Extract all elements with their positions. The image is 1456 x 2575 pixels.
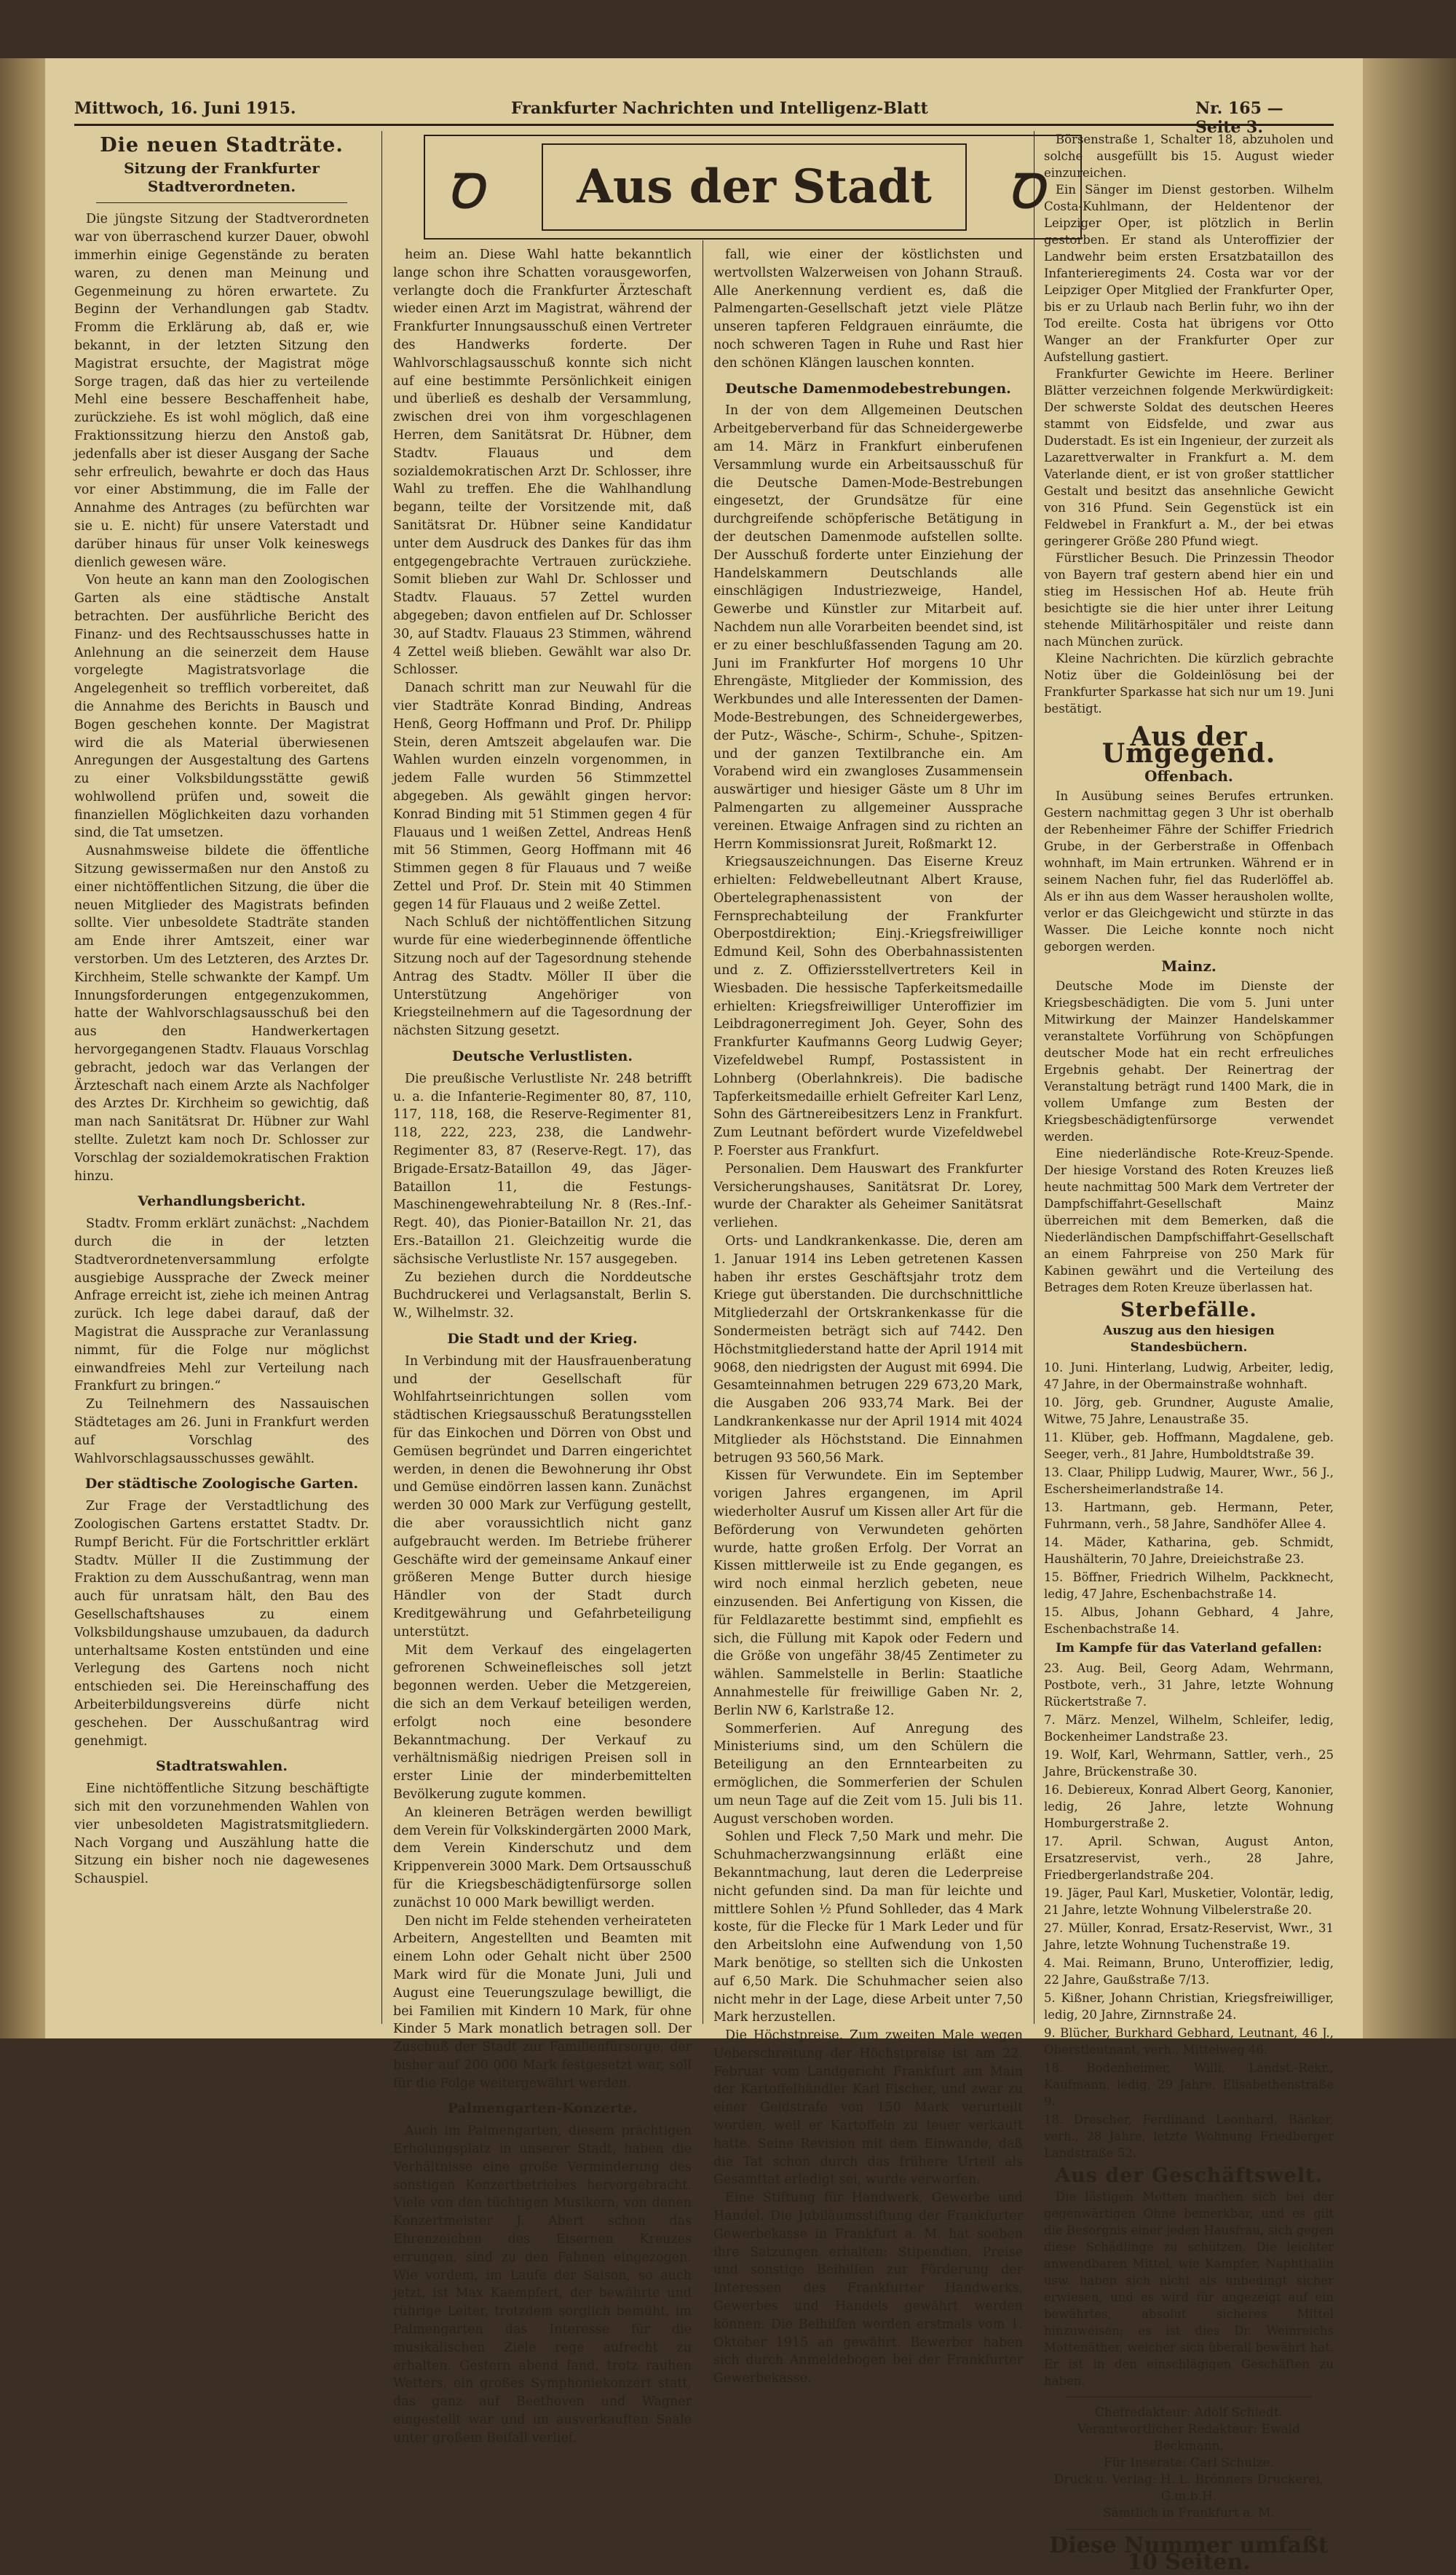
newspaper-page: [45, 58, 1363, 2575]
running-header: [74, 95, 1334, 137]
list-item: 4. Mai. Reimann, Bruno, Unteroffizier, ledig, 22 Jahre, Gaußstraße 7/13.: [1044, 1956, 1334, 1987]
list-item: 16. Debiereux, Konrad Albert Georg, Kanonier, ledig, 26 Jahre, letzte Wohnung Homburgerstraße 2.: [1044, 1783, 1334, 1830]
list-item: 13. Claar, Philipp Ludwig, Maurer, Wwr., 56 J., Eschersheimerlandstraße 14.: [1044, 1466, 1334, 1496]
column-3: [713, 246, 1023, 2386]
imprint-line: Sämtlich in Frankfurt a. M.: [1103, 2506, 1275, 2520]
list-item: 10. Jörg, geb. Grundner, Auguste Amalie, Witwe, 75 Jahre, Lenaustraße 35.: [1044, 1396, 1334, 1426]
death-list: [1044, 1359, 1334, 1637]
list-item: 18. Drescher, Ferdinand Leonhard, Bäcker, verh., 28 Jahre, letzte Wohnung Friedberger Landstraße 52.: [1044, 2113, 1334, 2160]
section-heading: Sterbefälle.: [1120, 1299, 1257, 1321]
list-item: 17. April. Schwan, August Anton, Ersatzreservist, verh., 28 Jahre, Friedbergerlandstraße 204.: [1044, 1835, 1334, 1882]
ornament-left-icon: Ꝺ: [447, 165, 483, 219]
paragraph: Nach Schluß der nichtöffentlichen Sitzung wurde für eine wiederbeginnende öffentliche Sitzung noch auf der Tagesordnung stehende Antrag des Stadtv. Möller II über die Unterstützung Angehöriger von Kriegsteilnehmern auf die Tagesordnung der nächsten Sitzung gesetzt.: [393, 915, 692, 1039]
fallen-heading: Im Kampfe für das Vaterland gefallen:: [1056, 1641, 1322, 1656]
imprint: [1044, 2405, 1334, 2522]
paragraph: In der von dem Allgemeinen Deutschen Arbeitgeberverband für das Schneidergewerbe am 14. März in Frankfurt einberufenen Versammlung wurde ein Arbeitsausschuß für die Deutsche Damen-Mode-Bestrebungen eingesetzt, der Grundsätze für eine durchgreifende schöpferische Betätigung in der deutschen Damenmode aufstellen sollte. Der Ausschuß forderte unter Einziehung der Handelskammern Deutschlands alle einschlägigen Industriezweige, Handel, Gewerbe und Künstler zur Mitarbeit auf. Nachdem nun alle Vorarbeiten beendet sind, ist er zu einer beschlußfassenden Tagung am 20. Juni im Frankfurter Hof morgens 10 Uhr Ehrengäste, Mitglieder der Kommission, des Werkbundes und alle Interessenten der Damen-Mode-Bestrebungen, des Schneidergewerbes, der Putz-, Wäsche-, Schirm-, Schuhe-, Spitzen- und der ganzen Textilbranche ein. Am Vorabend wird ein zwangloses Zusammensein auswärtiger und hiesiger Gäste um 8 Uhr im Palmengarten zu allgemeiner Aussprache vereinen. Etwaige Anfragen sind zu richten an Herrn Kommissionsrat Jureit, Roßmarkt 12.: [713, 403, 1023, 852]
imprint-line: Verantwortlicher Redakteur: Ewald Beckmann.: [1077, 2422, 1301, 2453]
header-rule: [74, 124, 1334, 126]
section-heading: Der städtische Zoologische Garten.: [84, 1476, 359, 1492]
section-heading: Die Stadt und der Krieg.: [447, 1331, 638, 1348]
imprint-line: Chefredakteur: Adolf Schiedt.: [1094, 2405, 1283, 2420]
section-heading: Stadtratswahlen.: [156, 1758, 288, 1775]
section-heading: Deutsche Verlustlisten.: [452, 1048, 633, 1065]
list-item: 18. Bodenheimer, Willi, Landst.-Rekr., Kaufmann, ledig, 29 Jahre, Elisabethenstraße 9.: [1044, 2061, 1334, 2108]
list-item: 15. Albus, Johann Gebhard, 4 Jahre, Eschenbachstraße 14.: [1044, 1605, 1334, 1636]
paragraph: An kleineren Beträgen werden bewilligt dem Verein für Volkskindergärten 2000 Mark, dem Verein Kinderschutz und dem Krippenverein 3000 Mark. Dem Ortsausschuß für die Kriegsbeschädigtenfürsorge sollen zunächst 10 000 Mark bewilligt werden.: [393, 1805, 692, 1910]
header-masthead: Frankfurter Nachrichten und Intelligenz-Blatt: [511, 99, 928, 118]
list-item: 15. Böffner, Friedrich Wilhelm, Packknecht, ledig, 47 Jahre, Eschenbachstraße 14.: [1044, 1570, 1334, 1601]
paragraph: Stadtv. Fromm erklärt zunächst: „Nachdem durch die in der letzten Stadtverordnetenversammlung erfolgte ausgiebige Aussprache der Zweck meiner Anfrage erreicht ist, ziehe ich meinen Antrag zurück. Ich lege dabei darauf, daß der Magistrat die Aussprache zur Veranlassung nimmt, für die Folge nur möglichst einwandfreies Mehl zur Verteilung nach Frankfurt zu bringen.“: [74, 1217, 369, 1394]
register-heading: Auszug aus den hiesigen Standesbüchern.: [1103, 1324, 1275, 1355]
paragraph: Von heute an kann man den Zoologischen Garten als eine städtische Anstalt betrachten. Der ausführliche Bericht des Finanz- und des Rechtsausschusses hatte in Anlehnung an die seinerzeit dem Hause vorgelegte Magistratsvorlage die Angelegenheit so trefflich vorbereitet, daß die Annahme des Berichts in Bausch und Bogen geschehen konnte. Der Magistrat wird die als Material überwiesenen Anregungen der Ausgestaltung des Gartens zu einer Volksbildungsstätte gewiß wohlwollend prüfen und, soweit die finanziellen Möglichkeiten dazu vorhanden sind, die Tat umsetzen.: [74, 573, 369, 841]
list-item: 19. Wolf, Karl, Wehrmann, Sattler, verh., 25 Jahre, Brückenstraße 30.: [1044, 1748, 1334, 1779]
paragraph: Kriegsauszeichnungen. Das Eiserne Kreuz erhielten: Feldwebelleutnant Albert Krause, Obertelegraphenassistent von der Fernsprechabteilung der Frankfurter Oberpostdirektion; Einj.-Kriegsfreiwilliger Edmund Keil, Sohn des Oberbahnassistenten und z. Z. Offiziersstellvertreters Keil in Wiesbaden. Die hessische Tapferkeitsmedaille erhielten: Kriegsfreiwilliger Unteroffizier im Leibdragonerregiment Joh. Geyer, Sohn des Frankfurter Kaufmanns Georg Ludwig Geyer; Vizefeldwebel Rumpf, Postassistent in Lohnberg (Oberlahnkreis). Die badische Tapferkeitsmedaille erhielt Gefreiter Karl Lenz, Sohn des Gärtnereibesitzers Lenz in Frankfurt. Zum Leutnant befördert wurde Vizefeldwebel P. Foerster aus Frankfurt.: [713, 855, 1023, 1159]
paragraph: Zu Teilnehmern des Nassauischen Städtetages am 26. Juni in Frankfurt werden auf Vorschlag des Wahlvorschlagsausschusses gewählt.: [74, 1397, 369, 1466]
paragraph: Sohlen und Fleck 7,50 Mark und mehr. Die Schuhmacherzwangsinnung erläßt eine Bekanntmachung, laut deren die Lederpreise nicht gefunden sind. Da man für leichte und mittlere Sohlen ½ Pfund Sohlleder, das 4 Mark koste, für die Flecke für 1 Mark Leder und für den Arbeitslohn eine Aufwendung von 1,50 Mark benötige, so stellten sich die Unkosten auf 6,50 Mark. Die Schuhmacher seien also nicht mehr in der Lage, diese Arbeit unter 7,50 Mark herzustellen.: [713, 1830, 1023, 2025]
paragraph: Kleine Nachrichten. Die kürzlich gebrachte Notiz über die Goldeinlösung bei der Frankfurter Sparkasse hat sich nur um 19. Juni bestätigt.: [1044, 652, 1334, 716]
paragraph: Mit dem Verkauf des eingelagerten gefrorenen Schweinefleisches soll jetzt begonnen werden. Ueber die Metzgereien, die sich an dem Verkauf beteiligen werden, erfolgt noch eine besondere Bekanntmachung. Der Verkauf zu verhältnismäßig niedrigen Preisen soll in erster Linie der minderbemittelten Bevölkerung zugute kommen.: [393, 1642, 692, 1802]
list-item: 11. Klüber, geb. Hoffmann, Magdalene, geb. Seeger, verh., 81 Jahre, Humboldtstraße 39.: [1044, 1431, 1334, 1461]
list-item: 23. Aug. Beil, Georg Adam, Wehrmann, Postbote, verh., 31 Jahre, letzte Wohnung Rückertstraße 7.: [1044, 1661, 1334, 1709]
page-edge: [1363, 58, 1456, 2038]
place-heading: Offenbach.: [1144, 767, 1233, 785]
paragraph: Ausnahmsweise bildete die öffentliche Sitzung gewissermaßen nur den Anstoß zu einer nichtöffentlichen Sitzung, die über die neuen Mitglieder des Magistrats befinden sollte. Vier unbesoldete Stadträte standen am Ende ihrer Amtszeit, einer war verstorben. Um des Letzteren, des Arztes Dr. Kirchheim, Stelle schwankte der Kampf. Um Innungsforderungen entgegenzukommen, hatte der Wahlvorschlagsausschuß bei den aus den Handwerkertagen hervorgegangenen Stadtv. Flauaus Vorschlag gebracht, jedoch war das Verlangen der Ärzteschaft nach einem Arzte als Nachfolger des Arztes Dr. Kirchheim so gewichtig, daß man nach Sanitätsrat Dr. Hübner zur Wahl stellte. Zuletzt kam noch Dr. Schlosser zur Vorschlag der sozialdemokratischen Fraktion hinzu.: [74, 844, 369, 1184]
column-1: [74, 131, 369, 2031]
header-issue: Nr. 165 — Seite 3.: [1195, 99, 1283, 137]
list-item: 10. Juni. Hinterlang, Ludwig, Arbeiter, ledig, 47 Jahre, in der Obermainstraße wohnhaft.: [1044, 1361, 1334, 1391]
paragraph: Die lästigen Motten machen sich bei der gegenwärtigen Ohne bemerkbar, und es gilt die Besorgnis einer jeden Hausfrau, sich gegen diese Schädlinge zu schützen. Die leichter anwendbaren Mittel, wie Kampfer, Naphthalin usw. haben sich nicht als unbedingt sicher erwiesen, und es wird für angezeigt auf ein bewährtes, absolut sicheres Mittel hinzuweisen; es ist dies Dr. Weinreichs Mottenäther, welcher sich überall bewährt hat. Er ist in den einschlägigen Geschäften zu haben.: [1044, 2190, 1334, 2388]
paragraph: Auch im Palmengarten, diesem prächtigen Erholungsplatz in unserer Stadt, haben die Verhältnisse eine große Verminderung des sonstigen Konzertbetriebes hervorgebracht. Viele von den tüchtigen Musikern, von denen Konzertmeister J. Abert schon das Ehrenzeichen des Eisernen Kreuzes errungen, sind zu den Fahnen eingezogen. Wie vordem, im Laufe der Saison, so auch jetzt, ist Max Kaempfert, der bewährte und rührige Leiter, trotzdem sorglich bemüht, im Palmengarten das Interesse für die musikalischen Ziele rege aufrecht zu erhalten. Gestern abend fand, trotz rauhen Wetters, ein großes Symphoniekonzert statt, das ganz auf Beethoven und Wagner eingestellt war und im ausverkauften Saale unter großem Beifall verlief.: [393, 2124, 692, 2445]
column-divider: [381, 131, 382, 2024]
list-item: 13. Hartmann, geb. Hermann, Peter, Fuhrmann, verh., 58 Jahre, Sandhöfer Allee 4.: [1044, 1500, 1334, 1531]
list-item: 7. März. Menzel, Wilhelm, Schleifer, ledig, Bockenheimer Landstraße 23.: [1044, 1713, 1334, 1744]
paragraph: Zu beziehen durch die Norddeutsche Buchdruckerei und Verlagsanstalt, Berlin S. W., Wilhelmstr. 32.: [393, 1270, 692, 1321]
fallen-list: [1044, 1660, 1334, 2161]
paragraph: fall, wie einer der köstlichsten und wertvollsten Walzerweisen von Johann Strauß. Alle Anerkennung verdient es, daß die Palmengarten-Gesellschaft jetzt viele Plätze unseren tapferen Feldgrauen einräumte, die noch schweren Tagen in Ruhe und Rast hier den schönen Klängen lauschen konnten.: [713, 248, 1023, 371]
paragraph: Eine nichtöffentliche Sitzung beschäftigte sich mit den vorzunehmenden Wahlen von vier unbesoldeten Magistratsmitgliedern. Nach Vorgang und Auszählung hatte die Sitzung ein bisher noch nie dagewesenes Schauspiel.: [74, 1781, 369, 1887]
paragraph: In Ausübung seines Berufes ertrunken. Gestern nachmittag gegen 3 Uhr ist oberhalb der Rebenheimer Fähre der Schiffer Friedrich Grube, in der Gerberstraße in Offenbach wohnhaft, im Main ertrunken. Während er in seinem Nachen fuhr, fiel das Ruderlöffel ab. Als er ihn aus dem Wasser herausholen wollte, verlor er das Gleichgewicht und stürzte in das Wasser. Die Leiche konnte noch nicht geborgen werden.: [1044, 789, 1334, 954]
paragraph: heim an. Diese Wahl hatte bekanntlich lange schon ihre Schatten vorausgeworfen, verlangte doch die Frankfurter Ärzteschaft wieder einen Arzt im Magistrat, während der Frankfurter Innungsausschuß einen Vertreter des Handwerks forderte. Der Wahlvorschlagsausschuß konnte sich nicht auf eine bestimmte Persönlichkeit einigen und überließ es deshalb der Versammlung, zwischen drei von ihm vorgeschlagenen Herren, dem Sanitätsrat Dr. Hübner, dem Stadtv. Flauaus und dem sozialdemokratischen Arzt Dr. Schlosser, ihre Wahl zu treffen. Ehe die Wahlhandlung begann, teilte der Vorsitzende mit, daß Sanitätsrat Dr. Hübner seine Kandidatur unter dem Ausdruck des Dankes für das ihm entgegengebrachte Vertrauen zurückziehe. Somit blieben zur Wahl Dr. Schlosser und Stadtv. Flauaus. 57 Zettel wurden abgegeben; davon entfielen auf Dr. Schlosser 30, auf Stadtv. Flauaus 23 Stimmen, während 4 Zettel weiß blieben. Gewählt war also Dr. Schlosser.: [393, 248, 692, 678]
paragraph: Ein Sänger im Dienst gestorben. Wilhelm Costa-Kuhlmann, der Heldentenor der Leipziger Oper, ist plötzlich in Berlin gestorben. Er stand als Unteroffizier der Landwehr beim ersten Ersatzbataillon des Infanterieregiments 24. Costa war vor der Leipziger Oper Mitglied der Frankfurter Oper, bis er zu Urlaub nach Berlin fuhr, wo ihn der Tod ereilte. Costa hat übrigens vor Otto Wanger an der Frankfurter Oper zur Aufstellung gastiert.: [1044, 183, 1334, 364]
page-count-note: Diese Nummer umfaßt 10 Seiten.: [1049, 2533, 1329, 2575]
section-heading: Aus der Umgegend.: [1101, 721, 1276, 769]
paragraph: Fürstlicher Besuch. Die Prinzessin Theodor von Bayern traf gestern abend hier ein und stieg im Hessischen Hof ab. Heute früh besichtigte sie die hier unter ihrer Leitung stehende Militärhospitäler und reiste dann nach München zurück.: [1044, 551, 1334, 649]
column-4: [1044, 131, 1334, 2575]
article-title: Die neuen Stadträte.: [100, 134, 344, 157]
ornament-right-icon: Ꝺ: [1008, 165, 1044, 219]
paragraph: Frankfurter Gewichte im Heere. Berliner Blätter verzeichnen folgende Merkwürdigkeit: Der schwerste Soldat des deutschen Heeres stammt von Eidsfelde, und zwar aus Duderstadt. Es ist ein Ingenieur, der zurzeit als Lazarettverwalter in Frankfurt a. M. dem Vaterlande dient, er ist von großer stattlicher Gestalt und besitzt das ansehnliche Gewicht von 316 Pfund. Sein Gegenstück ist ein Feldwebel in Frankfurt a. M., der bei etwas geringerer Größe 280 Pfund wiegt.: [1044, 367, 1334, 548]
section-heading: Aus der Geschäftswelt.: [1055, 2164, 1323, 2187]
section-heading: Verhandlungsbericht.: [138, 1193, 306, 1210]
paragraph: Die Höchstpreise. Zum zweiten Male wegen Ueberschreitung der Höchstpreise ist am 22. Februar vom Landgericht Frankfurt am Main der Kartoffelhändler Karl Fischer, und zwar zu einer Geldstrafe von 150 Mark verurteilt worden, weil er Kartoffeln zu teuer verkauft hatte. Seine Revision mit dem Einwande, daß die Tat schon durch das frühere Urteil als Gesamttat erledigt sei, wurde verworfen.: [713, 2028, 1023, 2188]
list-item: 9. Blücher, Burkhard Gebhard, Leutnant, 46 J., Oberstleutnant, verh., Mittelweg 46.: [1044, 2026, 1334, 2057]
paragraph: Danach schritt man zur Neuwahl für die vier Stadträte Konrad Binding, Andreas Henß, Georg Hoffmann und Prof. Dr. Philipp Stein, deren Amtszeit abgelaufen war. Die Wahlen wurden einzeln vorgenommen, in jedem Falle wurden 56 Stimmzettel abgegeben. Als gewählt gingen hervor: Konrad Binding mit 51 Stimmen gegen 4 für Flauaus und 1 weißen Zettel, Andreas Henß mit 56 Stimmen, Georg Hoffmann mit 46 Stimmen gegen 8 für Flauaus und 7 weiße Zettel und Prof. Dr. Stein mit 40 Stimmen gegen 14 für Flauaus und 2 weiße Zettel.: [393, 681, 692, 912]
section-banner: [424, 135, 1082, 240]
list-item: 27. Müller, Konrad, Ersatz-Reservist, Wwr., 31 Jahre, letzte Wohnung Tuchenstraße 19.: [1044, 1921, 1334, 1952]
paragraph: Personalien. Dem Hauswart des Frankfurter Versicherungshauses, Sanitätsrat Dr. Lorey, wurde der Charakter als Geheimer Sanitätsrat verliehen.: [713, 1161, 1023, 1231]
paragraph: Die jüngste Sitzung der Stadtverordneten war von überraschend kurzer Dauer, obwohl immerhin einige Gegenstände zu beraten waren, zu denen man Meinung und Gegenmeinung zu hören erwartete. Zu Beginn der Verhandlungen gab Stadtv. Fromm die Erklärung ab, daß er, wie bekannt, in der letzten Sitzung den Magistrat ersuchte, der Magistrat möge Sorge tragen, daß das hier zu verteilende Mehl eine bessere Beschaffenheit habe, zurückziehe. Es ist wohl möglich, daß eine Fraktionssitzung hierzu den Anstoß gab, jedenfalls aber ist dieser Ausgang der Sache sehr erfreulich, bewahrte er doch das Haus vor einer Abstimmung, die im Falle der Annahme des Antrages (zu befürchten war sie u. E. nicht) für unsere Vaterstadt und darüber hinaus für unser Volk keineswegs dienlich gewesen wäre.: [74, 212, 369, 570]
paragraph: Eine Stiftung für Handwerk, Gewerbe und Handel. Die Jubiläumsstiftung der Frankfurter Gewerbekasse in Frankfurt a. M. hat soeben ihre Satzungen erhalten: Stipendien, Preise und sonstige Beihilfen zur Förderung der Interessen des Frankfurter Handwerks, Gewerbes und Handels gewährt werden können. Die Beihilfen werden erstmals vom 1. Oktober 1915 an gewährt. Bewerber haben sich durch Anmeldebogen bei der Frankfurter Gewerbekasse.: [713, 2191, 1023, 2386]
list-item: 14. Mäder, Katharina, geb. Schmidt, Haushälterin, 70 Jahre, Dreieichstraße 23.: [1044, 1535, 1334, 1566]
place-heading: Mainz.: [1161, 957, 1216, 975]
imprint-line: Druck u. Verlag: H. L. Brönners Druckerei, G.m.b.H.: [1053, 2472, 1324, 2504]
paragraph: Eine niederländische Rote-Kreuz-Spende. Der hiesige Vorstand des Roten Kreuzes ließ heute nachmittag 500 Mark dem Vertreter der Dampfschiffahrt-Gesellschaft Mainz überreichen mit dem Bemerken, daß die Niederländischen Dampfschiffahrt-Gesellschaft an einem Fahrpreise von 250 Mark für Kabinen gewährt und die Verteilung des Betrages dem Roten Kreuze überlassen hat.: [1044, 1147, 1334, 1294]
list-item: 19. Jäger, Paul Karl, Musketier, Volontär, ledig, 21 Jahre, letzte Wohnung Vilbelerstraße 20.: [1044, 1886, 1334, 1917]
imprint-line: Für Inserate: Carl Schulze.: [1103, 2456, 1275, 2470]
section-heading: Deutsche Damenmodebestrebungen.: [725, 380, 1011, 397]
paragraph: Sommerferien. Auf Anregung des Ministeriums sind, um den Schülern die Beteiligung an den Ernntearbeiten zu ermöglichen, die Sommerferien der Schulen um neun Tage auf die Zeit vom 15. Juli bis 11. August verschoben worden.: [713, 1721, 1023, 1827]
book-gutter: [0, 58, 45, 2038]
column-2: [393, 246, 692, 2445]
section-heading: Palmengarten-Konzerte.: [447, 2100, 638, 2117]
paragraph: Börsenstraße 1, Schalter 18, abzuholen und solche ausgefüllt bis 15. August wieder einzureichen.: [1044, 132, 1334, 180]
paragraph: Den nicht im Felde stehenden verheirateten Arbeitern, Angestellten und Beamten mit einem Lohn oder Gehalt nicht über 2500 Mark wird für die Monate Juni, Juli und August eine Teuerungszulage bewilligt, die bei Familien mit Kindern 10 Mark, für ohne Kinder 5 Mark monatlich betragen soll. Der Zuschuß der Stadt zur Familienfürsorge, der bisher auf 200 000 Mark festgesetzt war, soll für die Folge weitergewährt werden.: [393, 1913, 692, 2091]
paragraph: Kissen für Verwundete. Ein im September vorigen Jahres ergangenen, im April wiederholter Ausruf um Kissen aller Art für die Beförderung von Verwundeten gehörten wurde, hatte großen Erfolg. Der Vorrat an Kissen mittlerweile ist zu Ende gegangen, es wird noch einmal herzlich gebeten, neue einzusenden. Bei Anfertigung von Kissen, die für Feldlazarette bestimmt sind, empfiehlt es sich, die Füllung mit Kapok oder Federn und die Größe von ungefähr 38/45 Zentimeter zu wählen. Sammelstelle in Berlin: Staatliche Annahmestelle für freiwillige Gaben Nr. 2, Berlin NW 6, Karlstraße 12.: [713, 1468, 1023, 1718]
header-date: Mittwoch, 16. Juni 1915.: [74, 99, 296, 118]
paragraph: Zur Frage der Verstadtlichung des Zoologischen Gartens erstattet Stadtv. Dr. Rumpf Bericht. Für die Fortschrittler erklärt Stadtv. Müller II die Zustimmung der Fraktion zu dem Ausschußantrag, wenn man auch für unratsam hält, den Bau des Gesellschaftshauses zu einem Volksbildungshause umzubauen, da dadurch unterhaltsame Kosten entstünden und eine Verlegung des Gartens noch nicht entschieden sei. Die Hereinschaffung des Arbeiterbildungsvereins dürfe nicht geschehen. Der Ausschußantrag wird genehmigt.: [74, 1499, 369, 1749]
list-item: 5. Kißner, Johann Christian, Kriegsfreiwilliger, ledig, 20 Jahre, Zirnnstraße 24.: [1044, 1991, 1334, 2022]
paragraph: Orts- und Landkrankenkasse. Die, deren am 1. Januar 1914 ins Leben getretenen Kassen haben ihr erstes Geschäftsjahr trotz dem Kriege gut überstanden. Die durchschnittliche Mitgliederzahl der Ortskrankenkasse für die Sondermeisten beträgt sich auf 7442. Den Höchstmitgliederstand hatte der April 1914 mit 9068, den niedrigsten der August mit 6994. Die Gesamteinnahmen betrugen 229 673,20 Mark, die Ausgaben 206 933,74 Mark. Bei der Landkrankenkasse nur der April 1914 mit 4024 Mitglieder als Höchststand. Die Einnahmen betrugen 93 560,56 Mark.: [713, 1234, 1023, 1466]
banner-title: Aus der Stadt: [542, 143, 967, 231]
paragraph: In Verbindung mit der Hausfrauenberatung und der Gesellschaft für Wohlfahrtseinrichtungen sollen vom städtischen Kriegsausschuß Beratungsstellen für das Einkochen und Dörren von Obst und Gemüsen begründet und Darren eingerichtet werden, in denen die Bewohnerung ihr Obst und Gemüse eindörren lassen kann. Zunächst werden 30 000 Mark zur Verfügung gestellt, die aber voraussichtlich nicht ganz aufgebraucht werden. Im Betriebe früherer Geschäfte wird der gemeinsame Ankauf einer größeren Menge Butter durch hiesige Händler von der Stadt durch Kreditgewährung und Gefahrbeteiligung unterstützt.: [393, 1353, 692, 1639]
paragraph: Die preußische Verlustliste Nr. 248 betrifft u. a. die Infanterie-Regimenter 80, 87, 110, 117, 118, 168, die Reserve-Regimenter 81, 118, 222, 223, 238, die Landwehr-Regimenter 83, 87 (Reserve-Regt. 17), das Brigade-Ersatz-Bataillon 49, das Jäger-Bataillon 11, die Festungs-Maschinengewehrabteilung Nr. 8 (Res.-Inf.-Regt. 40), das Pionier-Bataillon Nr. 21, das Ers.-Bataillon 21. Gleichzeitig wurde die sächsische Verlustliste Nr. 157 ausgegeben.: [393, 1071, 692, 1267]
article-subtitle: Sitzung der Frankfurter Stadtverordneten.: [124, 159, 320, 195]
paragraph: Deutsche Mode im Dienste der Kriegsbeschädigten. Die vom 5. Juni unter Mitwirkung der Mainzer Handelskammer veranstaltete Vorführung von Schöpfungen deutscher Mode hat ein recht erfreuliches Ergebnis gehabt. Der Reinertrag der Veranstaltung beträgt rund 1400 Mark, die in vollem Umfange zum Besten der Kriegsbeschädigtenfürsorge verwendet werden.: [1044, 979, 1334, 1144]
